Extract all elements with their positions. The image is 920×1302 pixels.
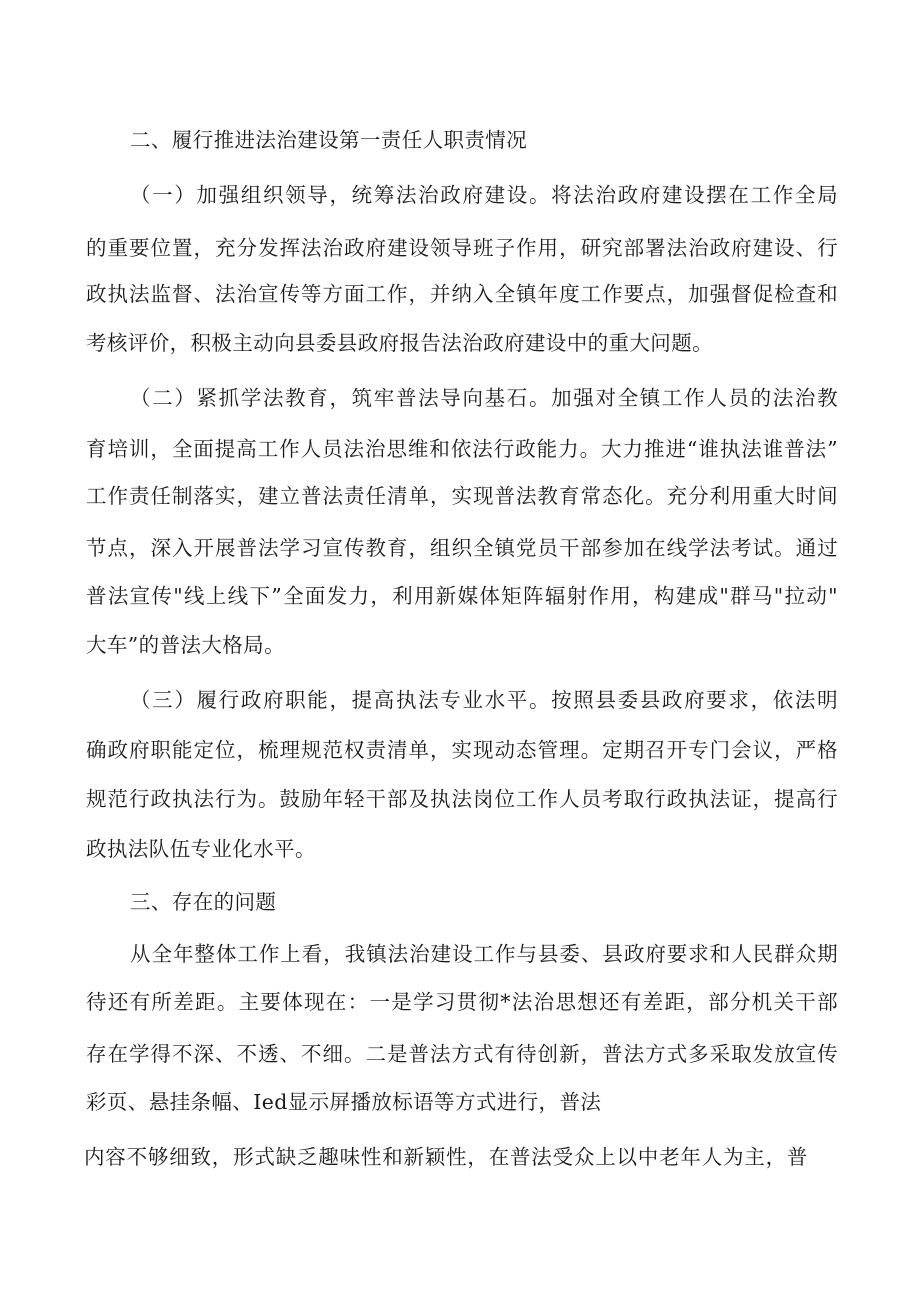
paragraph-line: 工作责任制落实，建立普法责任清单，实现普法教育常态化。充分利用重大时间: [86, 484, 838, 508]
paragraph-line: 从全年整体工作上看，我镇法治建设工作与县委、县政府要求和人民群众期: [130, 942, 838, 966]
paragraph-line: 政执法队伍专业化水平。: [86, 837, 316, 861]
paragraph-line: 的重要位置，充分发挥法治政府建设领导班子作用，研究部署法治政府建设、行: [86, 236, 838, 260]
paragraph-line: 普法宣传"线上线下”全面发力，利用新媒体矩阵辐射作用，构建成"群马"拉动": [86, 584, 838, 608]
paragraph-line: 节点，深入开展普法学习宣传教育，组织全镇党员干部参加在线学法考试。通过: [86, 536, 838, 560]
section-heading-3: 三、存在的问题: [130, 890, 277, 914]
paragraph-line: （一）加强组织领导，统筹法治政府建设。将法治政府建设摆在工作全局: [130, 183, 838, 207]
paragraph-line: 内容不够细致，形式缺乏趣味性和新颖性，在普法受众上以中老年人为主，普: [84, 1145, 809, 1169]
paragraph-line: 考核评价，积极主动向县委县政府报告法治政府建设中的重大问题。: [86, 331, 713, 355]
paragraph-line: （三）履行政府职能，提高执法专业水平。按照县委县政府要求，依法明: [130, 688, 838, 712]
paragraph-line: 规范行政执法行为。鼓励年轻干部及执法岗位工作人员考取行政执法证，提高行: [86, 787, 838, 811]
paragraph-line: 彩页、悬挂条幅、Ied显示屏播放标语等方式进行，普法: [86, 1090, 602, 1114]
paragraph-line: 大车”的普法大格局。: [86, 633, 285, 657]
paragraph-line: 政执法监督、法治宣传等方面工作，并纳入全镇年度工作要点，加强督促检查和: [86, 282, 838, 306]
paragraph-line: 待还有所差距。主要体现在：一是学习贯彻*法治思想还有差距，部分机关干部: [86, 990, 838, 1014]
paragraph-line: 确政府职能定位，梳理规范权责清单，实现动态管理。定期召开专门会议，严格: [86, 738, 838, 762]
paragraph-line: （二）紧抓学法教育，筑牢普法导向基石。加强对全镇工作人员的法治教: [130, 386, 838, 410]
paragraph-line: 存在学得不深、不透、不细。二是普法方式有待创新，普法方式多采取发放宣传: [86, 1042, 838, 1066]
section-heading-2: 二、履行推进法治建设第一责任人职责情况: [130, 128, 528, 152]
paragraph-line: 育培训，全面提高工作人员法治思维和依法行政能力。大力推进“谁执法谁普法”: [86, 437, 838, 461]
